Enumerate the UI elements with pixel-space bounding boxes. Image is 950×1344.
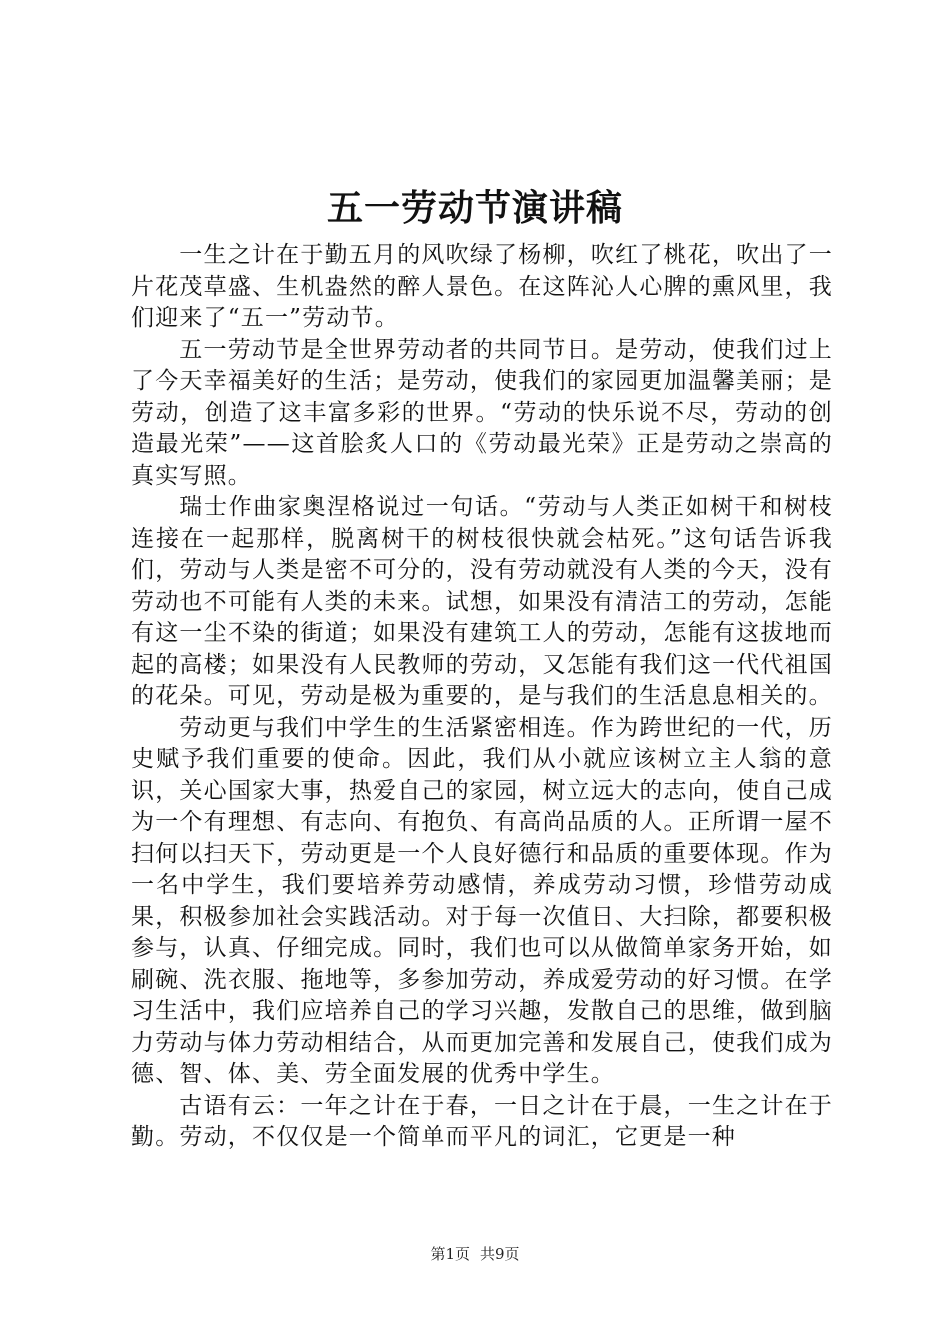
- paragraph: 五一劳动节是全世界劳动者的共同节日。是劳动，使我们过上了今天幸福美好的生活；是劳动，使我们的家园更加温馨美丽；是劳动，创造了这丰富多彩的世界。“劳动的快乐说不尽，劳动的创造最光荣”——这首脍炙人口的《劳动最光荣》正是劳动之崇高的真实写照。: [131, 336, 833, 489]
- page-footer: [0, 1242, 950, 1266]
- paragraph: 瑞士作曲家奥涅格说过一句话。“劳动与人类正如树干和树枝连接在一起那样，脱离树干的树枝很快就会枯死。”这句话告诉我们，劳动与人类是密不可分的，没有劳动就没有人类的今天，没有劳动也不可能有人类的未来。试想，如果没有清洁工的劳动，怎能有这一尘不染的街道；如果没有建筑工人的劳动，怎能有这拔地而起的高楼；如果没有人民教师的劳动，又怎能有我们这一代代祖国的花朵。可见，劳动是极为重要的，是与我们的生活息息相关的。: [131, 494, 833, 709]
- paragraph: 一生之计在于勤五月的风吹绿了杨柳，吹红了桃花，吹出了一片花茂草盛、生机盎然的醉人景色。在这阵沁人心脾的熏风里，我们迎来了“五一”劳动节。: [131, 242, 833, 331]
- paragraph: 古语有云：一年之计在于春，一日之计在于晨，一生之计在于勤。劳动，不仅仅是一个简单而平凡的词汇，它更是一种: [131, 1092, 833, 1150]
- paragraph: 劳动更与我们中学生的生活紧密相连。作为跨世纪的一代，历史赋予我们重要的使命。因此，我们从小就应该树立主人翁的意识，关心国家大事，热爱自己的家园，树立远大的志向，使自己成为一个有理想、有志向、有抱负、有高尚品质的人。正所谓一屋不扫何以扫天下，劳动更是一个人良好德行和品质的重要体现。作为一名中学生，我们要培养劳动感情，养成劳动习惯，珍惜劳动成果，积极参加社会实践活动。对于每一次值日、大扫除，都要积极参与，认真、仔细完成。同时，我们也可以从做简单家务开始，如刷碗、洗衣服、拖地等，多参加劳动，养成爱劳动的好习惯。在学习生活中，我们应培养自己的学习兴趣，发散自己的思维，做到脑力劳动与体力劳动相结合，从而更加完善和发展自己，使我们成为德、智、体、美、劳全面发展的优秀中学生。: [131, 714, 833, 1087]
- page-total: 共9页: [480, 1245, 520, 1263]
- document-body: [131, 240, 833, 1154]
- page-number: 第1页: [430, 1245, 470, 1263]
- document-title: 五一劳动节演讲稿: [326, 187, 623, 229]
